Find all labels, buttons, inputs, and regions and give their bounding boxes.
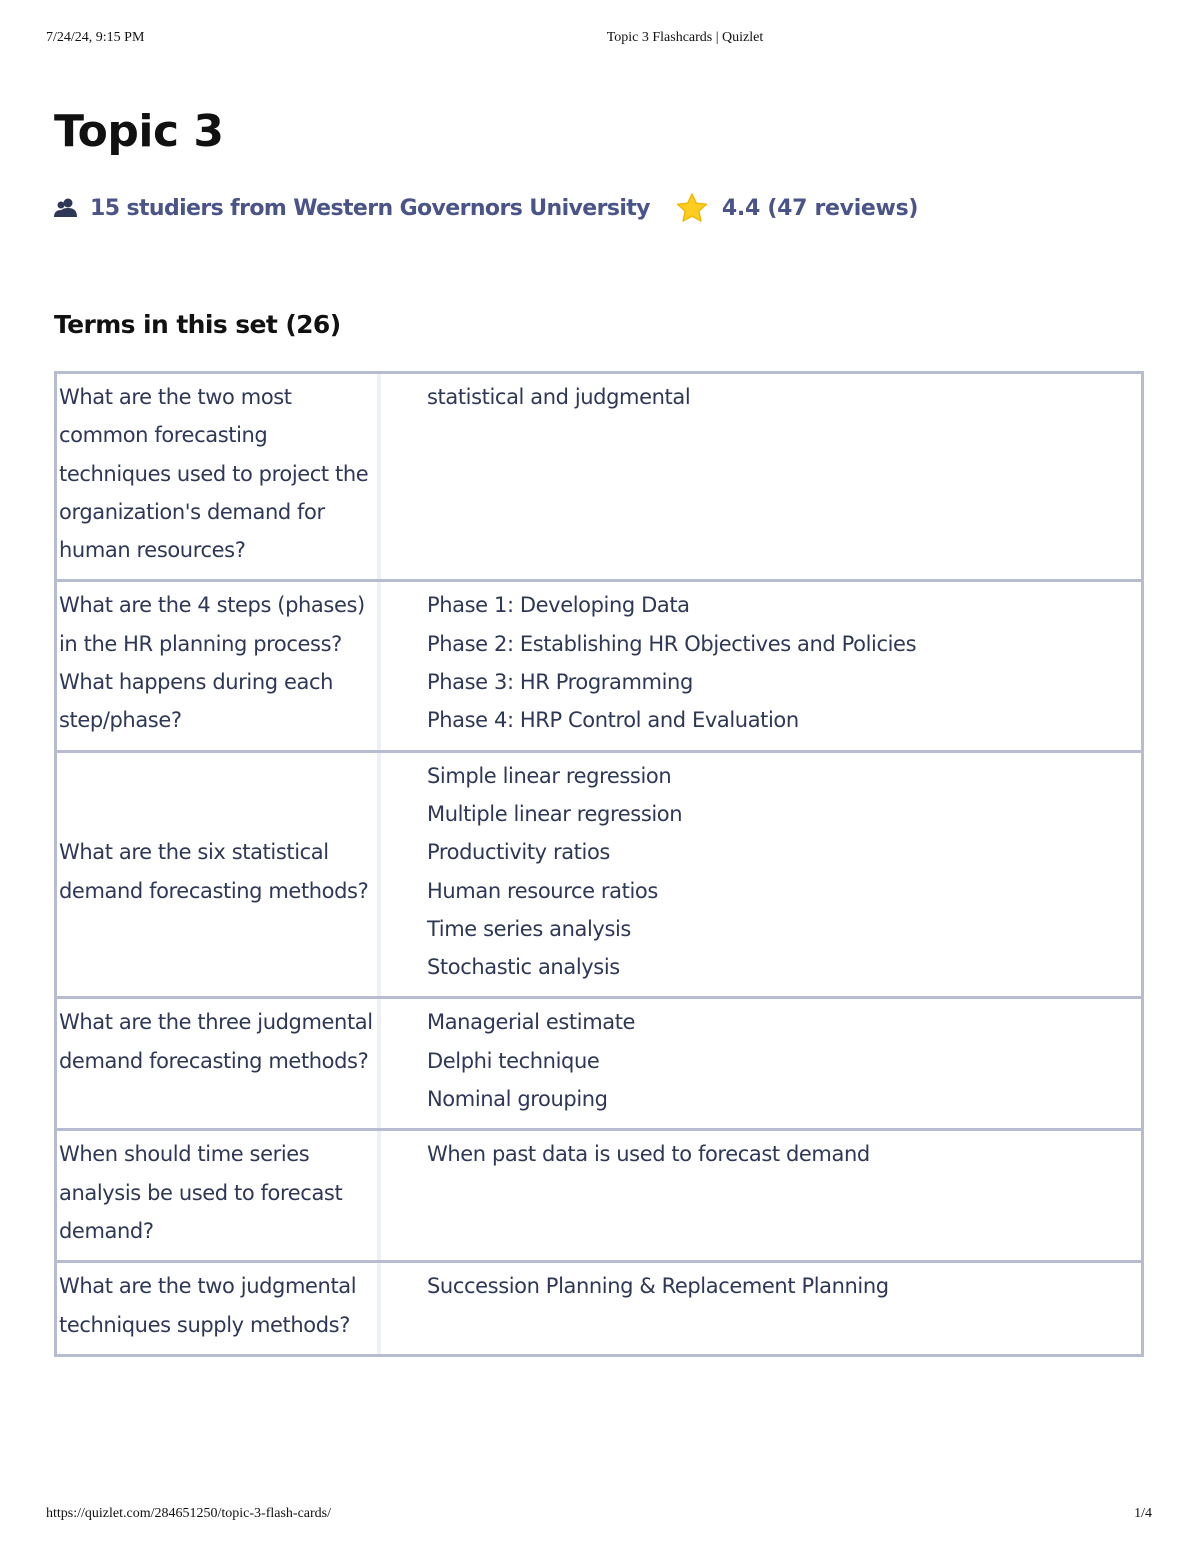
term-card xyxy=(54,1128,1144,1260)
term-card xyxy=(54,579,1144,749)
definition-line: Simple linear regression xyxy=(427,763,672,788)
definition-text xyxy=(381,1263,1141,1354)
definition-line: Managerial estimate xyxy=(427,1010,636,1035)
rating-link[interactable]: 4.4 (47 reviews) xyxy=(721,195,919,221)
term-card xyxy=(54,371,1144,579)
definition-line: Productivity ratios xyxy=(427,840,610,865)
definition-text xyxy=(381,753,1141,997)
print-footer xyxy=(0,1506,1200,1526)
term-text: What are the three judgmental demand forecasting methods? xyxy=(57,999,381,1128)
definition-line: Time series analysis xyxy=(427,916,631,941)
definition-line: Nominal grouping xyxy=(427,1087,608,1112)
definition-line: Human resource ratios xyxy=(427,878,658,903)
definition-text xyxy=(381,374,1141,579)
definition-text xyxy=(381,999,1141,1128)
definition-line: Phase 1: Developing Data xyxy=(427,593,690,618)
definition-line: When past data is used to forecast demand xyxy=(427,1142,870,1167)
definition-line: Phase 4: HRP Control and Evaluation xyxy=(427,708,799,733)
definition-text xyxy=(381,582,1141,749)
definition-text xyxy=(381,1131,1141,1260)
term-text xyxy=(57,753,381,997)
print-header xyxy=(0,30,1200,50)
term-text: When should time series analysis be used to forecast demand? xyxy=(57,1131,381,1260)
people-icon xyxy=(54,198,78,218)
print-page-title: Topic 3 Flashcards | Quizlet xyxy=(606,30,764,45)
definition-line: Succession Planning & Replacement Planning xyxy=(427,1274,889,1299)
term-card xyxy=(54,1260,1144,1357)
definition-line: Delphi technique xyxy=(427,1048,600,1073)
set-meta xyxy=(54,192,918,224)
terms-table xyxy=(54,371,1144,1357)
set-title: Topic 3 xyxy=(54,106,224,157)
page-number: 1/4 xyxy=(1134,1506,1152,1521)
term-text: What are the two most common forecasting techniques used to project the organization's demand for human resources? xyxy=(57,374,381,579)
studiers-link[interactable]: 15 studiers from Western Governors University xyxy=(90,195,650,221)
definition-line: Phase 3: HR Programming xyxy=(427,670,693,695)
term-card xyxy=(54,750,1144,997)
print-date: 7/24/24, 9:15 PM xyxy=(46,30,145,45)
term-text: What are the 4 steps (phases) in the HR planning process? What happens during each step/phase? xyxy=(57,582,381,749)
terms-heading: Terms in this set (26) xyxy=(54,310,341,339)
definition-line: Stochastic analysis xyxy=(427,955,620,980)
definition-line: Multiple linear regression xyxy=(427,801,683,826)
definition-line: Phase 2: Establishing HR Objectives and Policies xyxy=(427,631,917,656)
print-url: https://quizlet.com/284651250/topic-3-flash-cards/ xyxy=(46,1506,331,1521)
definition-line: statistical and judgmental xyxy=(427,385,691,409)
star-icon xyxy=(676,192,708,224)
term-card xyxy=(54,996,1144,1128)
term-text: What are the two judgmental techniques supply methods? xyxy=(57,1263,381,1354)
term-text-inner: What are the six statistical demand forecasting methods? xyxy=(59,840,369,903)
